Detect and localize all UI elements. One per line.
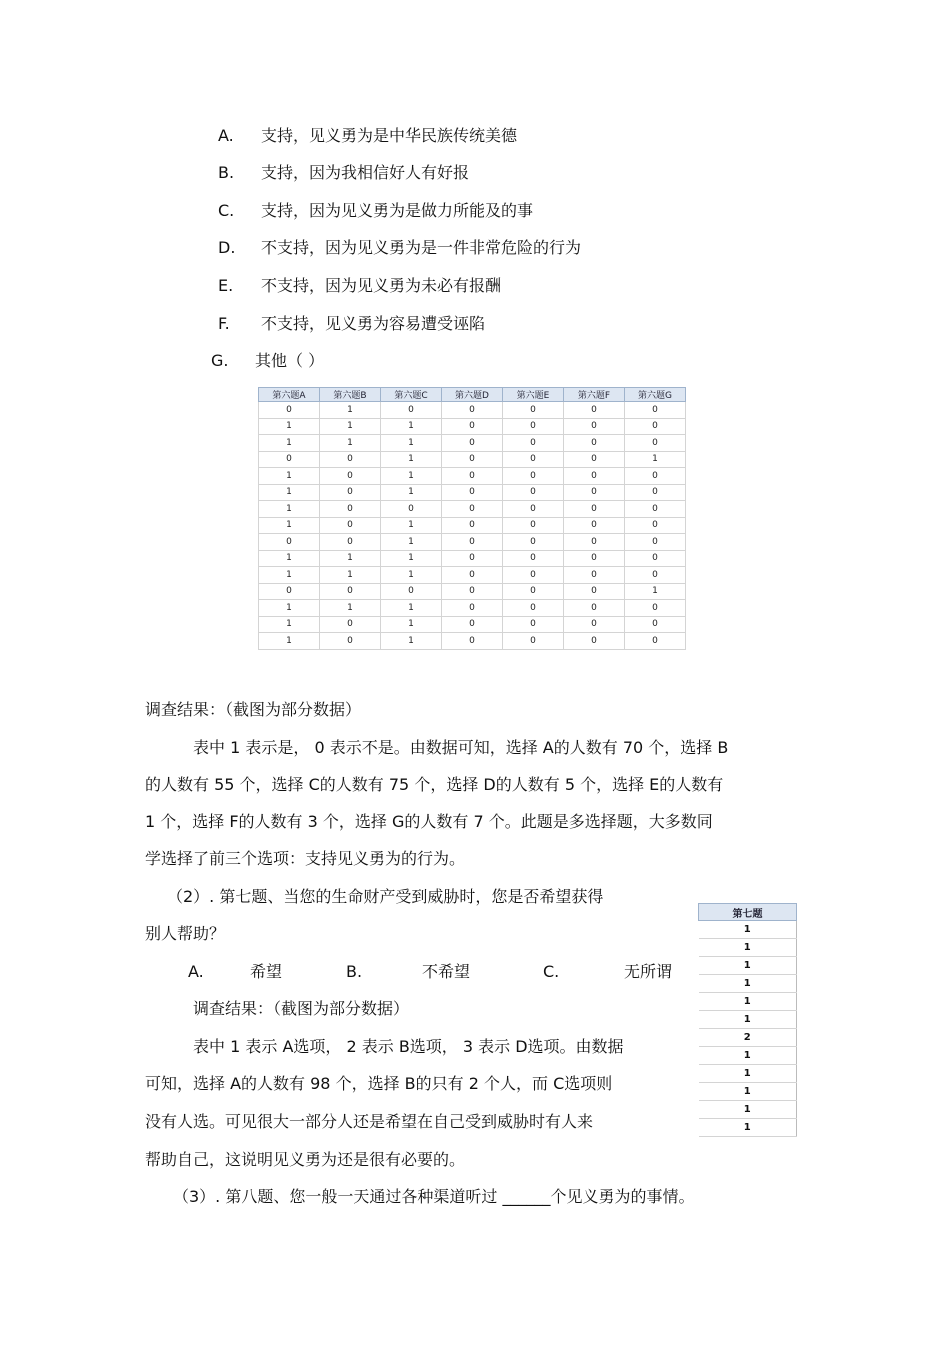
table-row (259, 600, 686, 617)
table-cell: 0 (259, 534, 320, 551)
table-cell: 1 (381, 451, 442, 468)
table-cell: 0 (442, 583, 503, 600)
q8-title: （3）. 第八题、您一般一天通过各种渠道听过 ______个见义勇为的事情。 (173, 1187, 695, 1206)
table-cell: 0 (564, 567, 625, 584)
option-text: 希望 (250, 962, 283, 981)
table-cell: 0 (320, 616, 381, 633)
q7-title-line: （2）. 第七题、当您的生命财产受到威胁时，您是否希望获得 (167, 887, 604, 906)
table-cell: 1 (259, 567, 320, 584)
option-text: 不支持，因为见义勇为未必有报酬 (261, 276, 502, 295)
table-cell: 0 (625, 435, 686, 452)
table-cell: 1 (259, 517, 320, 534)
table-cell: 0 (503, 484, 564, 501)
table-row (699, 1065, 797, 1083)
option-letter: E. (218, 276, 234, 295)
table-cell: 1 (699, 1065, 797, 1083)
column-header: 第六题F (564, 388, 625, 402)
table-cell: 0 (320, 517, 381, 534)
table-cell: 0 (625, 534, 686, 551)
table-cell: 1 (381, 633, 442, 650)
q6-result-heading: 调查结果：（截图为部分数据） (145, 700, 362, 719)
option-text: 支持，见义勇为是中华民族传统美德 (261, 126, 518, 145)
option-letter: A. (188, 962, 204, 981)
table-cell: 1 (699, 939, 797, 957)
column-header: 第六题D (442, 388, 503, 402)
option-text: 其他（ ） (255, 351, 325, 370)
table-cell: 1 (699, 957, 797, 975)
option-letter: B. (346, 962, 363, 981)
table-cell: 0 (625, 550, 686, 567)
table-cell: 0 (381, 402, 442, 419)
table-cell: 0 (564, 616, 625, 633)
table-cell: 1 (699, 1083, 797, 1101)
table-cell: 1 (320, 600, 381, 617)
table-cell: 1 (381, 567, 442, 584)
table-row (699, 1119, 797, 1137)
table-cell: 0 (442, 435, 503, 452)
table-row (259, 583, 686, 600)
table-cell: 0 (625, 517, 686, 534)
option-text: 支持，因为见义勇为是做力所能及的事 (261, 201, 534, 220)
option-letter: A. (218, 126, 234, 145)
column-header: 第六题G (625, 388, 686, 402)
table-cell: 0 (259, 583, 320, 600)
table-cell: 1 (381, 517, 442, 534)
table-cell: 0 (320, 451, 381, 468)
table-cell: 1 (699, 975, 797, 993)
table-cell: 0 (564, 451, 625, 468)
table-cell: 0 (320, 633, 381, 650)
option-letter: B. (218, 163, 235, 182)
table-cell: 0 (503, 501, 564, 518)
table-row (259, 402, 686, 419)
table-cell: 1 (381, 616, 442, 633)
table-row (699, 939, 797, 957)
table-cell: 0 (442, 567, 503, 584)
table-cell: 0 (442, 633, 503, 650)
column-header: 第六题E (503, 388, 564, 402)
option-text: 不支持，见义勇为容易遭受诬陷 (261, 314, 486, 333)
table-cell: 1 (259, 418, 320, 435)
table-cell: 0 (381, 501, 442, 518)
table-row (699, 957, 797, 975)
q7-option-c (543, 962, 693, 982)
option-text: 不希望 (422, 962, 471, 981)
table-cell: 0 (442, 517, 503, 534)
table-cell: 0 (625, 567, 686, 584)
table-cell: 0 (564, 633, 625, 650)
table-cell: 1 (625, 451, 686, 468)
table-cell: 1 (699, 921, 797, 939)
table-cell: 0 (564, 583, 625, 600)
table-cell: 1 (259, 435, 320, 452)
table-cell: 0 (625, 600, 686, 617)
table-cell: 0 (442, 501, 503, 518)
table-cell: 0 (503, 567, 564, 584)
table-cell: 0 (503, 402, 564, 419)
table-cell: 0 (320, 534, 381, 551)
table-cell: 0 (320, 583, 381, 600)
table-cell: 1 (259, 550, 320, 567)
table-cell: 1 (259, 484, 320, 501)
table-row (259, 451, 686, 468)
table-cell: 0 (442, 418, 503, 435)
table-header-row (259, 388, 686, 402)
table-cell: 0 (564, 484, 625, 501)
q6-result-line: 1 个，选择 F的人数有 3 个，选择 G的人数有 7 个。此题是多选择题，大多数同 (145, 812, 713, 831)
table-cell: 0 (625, 616, 686, 633)
table-cell: 0 (625, 418, 686, 435)
table-cell: 2 (699, 1029, 797, 1047)
table-cell: 0 (564, 517, 625, 534)
table-cell: 1 (699, 993, 797, 1011)
table-cell: 0 (320, 468, 381, 485)
table-cell: 1 (381, 534, 442, 551)
table-cell: 0 (320, 484, 381, 501)
table-cell: 0 (625, 468, 686, 485)
table-cell: 0 (564, 550, 625, 567)
table-cell: 1 (320, 418, 381, 435)
q7-data-table (698, 903, 797, 1137)
table-cell: 1 (699, 1101, 797, 1119)
table-cell: 0 (442, 451, 503, 468)
table-body (699, 921, 797, 1137)
option-text: 支持，因为我相信好人有好报 (261, 163, 470, 182)
q6-data-table (258, 387, 686, 650)
option-letter: C. (218, 201, 235, 220)
table-cell: 0 (564, 418, 625, 435)
table-cell: 0 (503, 468, 564, 485)
table-cell: 1 (381, 600, 442, 617)
option-letter: G. (211, 351, 229, 370)
option-text: 无所谓 (624, 962, 673, 981)
table-cell: 1 (259, 501, 320, 518)
table-cell: 1 (320, 402, 381, 419)
q7-title-line: 别人帮助？ (145, 924, 226, 943)
table-cell: 1 (381, 484, 442, 501)
table-cell: 0 (564, 468, 625, 485)
option-text: 不支持，因为见义勇为是一件非常危险的行为 (261, 238, 582, 257)
table-cell: 1 (320, 567, 381, 584)
table-row (699, 993, 797, 1011)
table-row (259, 501, 686, 518)
column-header: 第七题 (699, 904, 797, 921)
table-row (699, 1083, 797, 1101)
table-cell: 0 (625, 633, 686, 650)
table-cell: 0 (442, 616, 503, 633)
table-cell: 1 (699, 1047, 797, 1065)
table-row (259, 633, 686, 650)
table-cell: 1 (699, 1011, 797, 1029)
table-cell: 0 (381, 583, 442, 600)
table-row (259, 517, 686, 534)
table-row (699, 1047, 797, 1065)
table-cell: 0 (625, 402, 686, 419)
table-row (699, 1101, 797, 1119)
option-letter: C. (543, 962, 560, 981)
table-cell: 0 (442, 550, 503, 567)
table-cell: 1 (381, 435, 442, 452)
table-cell: 0 (564, 435, 625, 452)
table-cell: 0 (503, 633, 564, 650)
table-cell: 1 (320, 435, 381, 452)
q7-result-heading: 调查结果：（截图为部分数据） (193, 999, 410, 1018)
table-row (699, 975, 797, 993)
table-row (259, 534, 686, 551)
column-header: 第六题B (320, 388, 381, 402)
table-header-row (699, 904, 797, 921)
table-cell: 0 (442, 402, 503, 419)
table-row (699, 1011, 797, 1029)
table-cell: 0 (503, 435, 564, 452)
table-cell: 0 (503, 517, 564, 534)
table-cell: 1 (625, 583, 686, 600)
q6-result-line: 学选择了前三个选项：支持见义勇为的行为。 (145, 849, 466, 868)
table-cell: 1 (259, 468, 320, 485)
table-cell: 0 (564, 402, 625, 419)
q7-result-line: 帮助自己，这说明见义勇为还是很有必要的。 (145, 1150, 466, 1169)
column-header: 第六题C (381, 388, 442, 402)
table-cell: 0 (503, 451, 564, 468)
table-cell: 0 (442, 600, 503, 617)
table-cell: 0 (503, 583, 564, 600)
table-cell: 0 (503, 616, 564, 633)
table-cell: 1 (381, 468, 442, 485)
table-cell: 1 (259, 633, 320, 650)
table-cell: 0 (625, 501, 686, 518)
table-cell: 1 (381, 550, 442, 567)
table-cell: 0 (442, 468, 503, 485)
table-cell: 1 (381, 418, 442, 435)
table-row (259, 435, 686, 452)
column-header: 第六题A (259, 388, 320, 402)
table-row (259, 550, 686, 567)
table-row (259, 418, 686, 435)
table-cell: 0 (564, 600, 625, 617)
table-row (259, 567, 686, 584)
table-body (259, 402, 686, 650)
option-letter: F. (218, 314, 230, 333)
q7-result-line: 没有人选。可见很大一部分人还是希望在自己受到威胁时有人来 (145, 1112, 594, 1131)
table-cell: 0 (564, 501, 625, 518)
table-cell: 0 (625, 484, 686, 501)
table-cell: 0 (320, 501, 381, 518)
table-cell: 1 (259, 600, 320, 617)
table-row (259, 468, 686, 485)
table-cell: 0 (259, 402, 320, 419)
table-cell: 0 (503, 418, 564, 435)
table-cell: 0 (259, 451, 320, 468)
table-row (699, 921, 797, 939)
table-cell: 0 (503, 534, 564, 551)
table-cell: 0 (564, 534, 625, 551)
table-row (259, 616, 686, 633)
table-cell: 0 (442, 534, 503, 551)
table-row (699, 1029, 797, 1047)
q7-result-line: 表中 1 表示 A选项， 2 表示 B选项， 3 表示 D选项。由数据 (193, 1037, 624, 1056)
table-row (259, 484, 686, 501)
table-cell: 1 (259, 616, 320, 633)
q6-result-line: 的人数有 55 个，选择 C的人数有 75 个，选择 D的人数有 5 个，选择 E的人数有 (145, 775, 724, 794)
table-cell: 1 (320, 550, 381, 567)
q7-result-line: 可知，选择 A的人数有 98 个，选择 B的只有 2 个人，而 C选项则 (145, 1074, 613, 1093)
table-cell: 0 (442, 484, 503, 501)
q6-result-line: 表中 1 表示是， 0 表示不是。由数据可知，选择 A的人数有 70 个，选择 B (193, 738, 729, 757)
table-cell: 0 (503, 600, 564, 617)
table-cell: 0 (503, 550, 564, 567)
table-cell: 1 (699, 1119, 797, 1137)
option-letter: D. (218, 238, 236, 257)
